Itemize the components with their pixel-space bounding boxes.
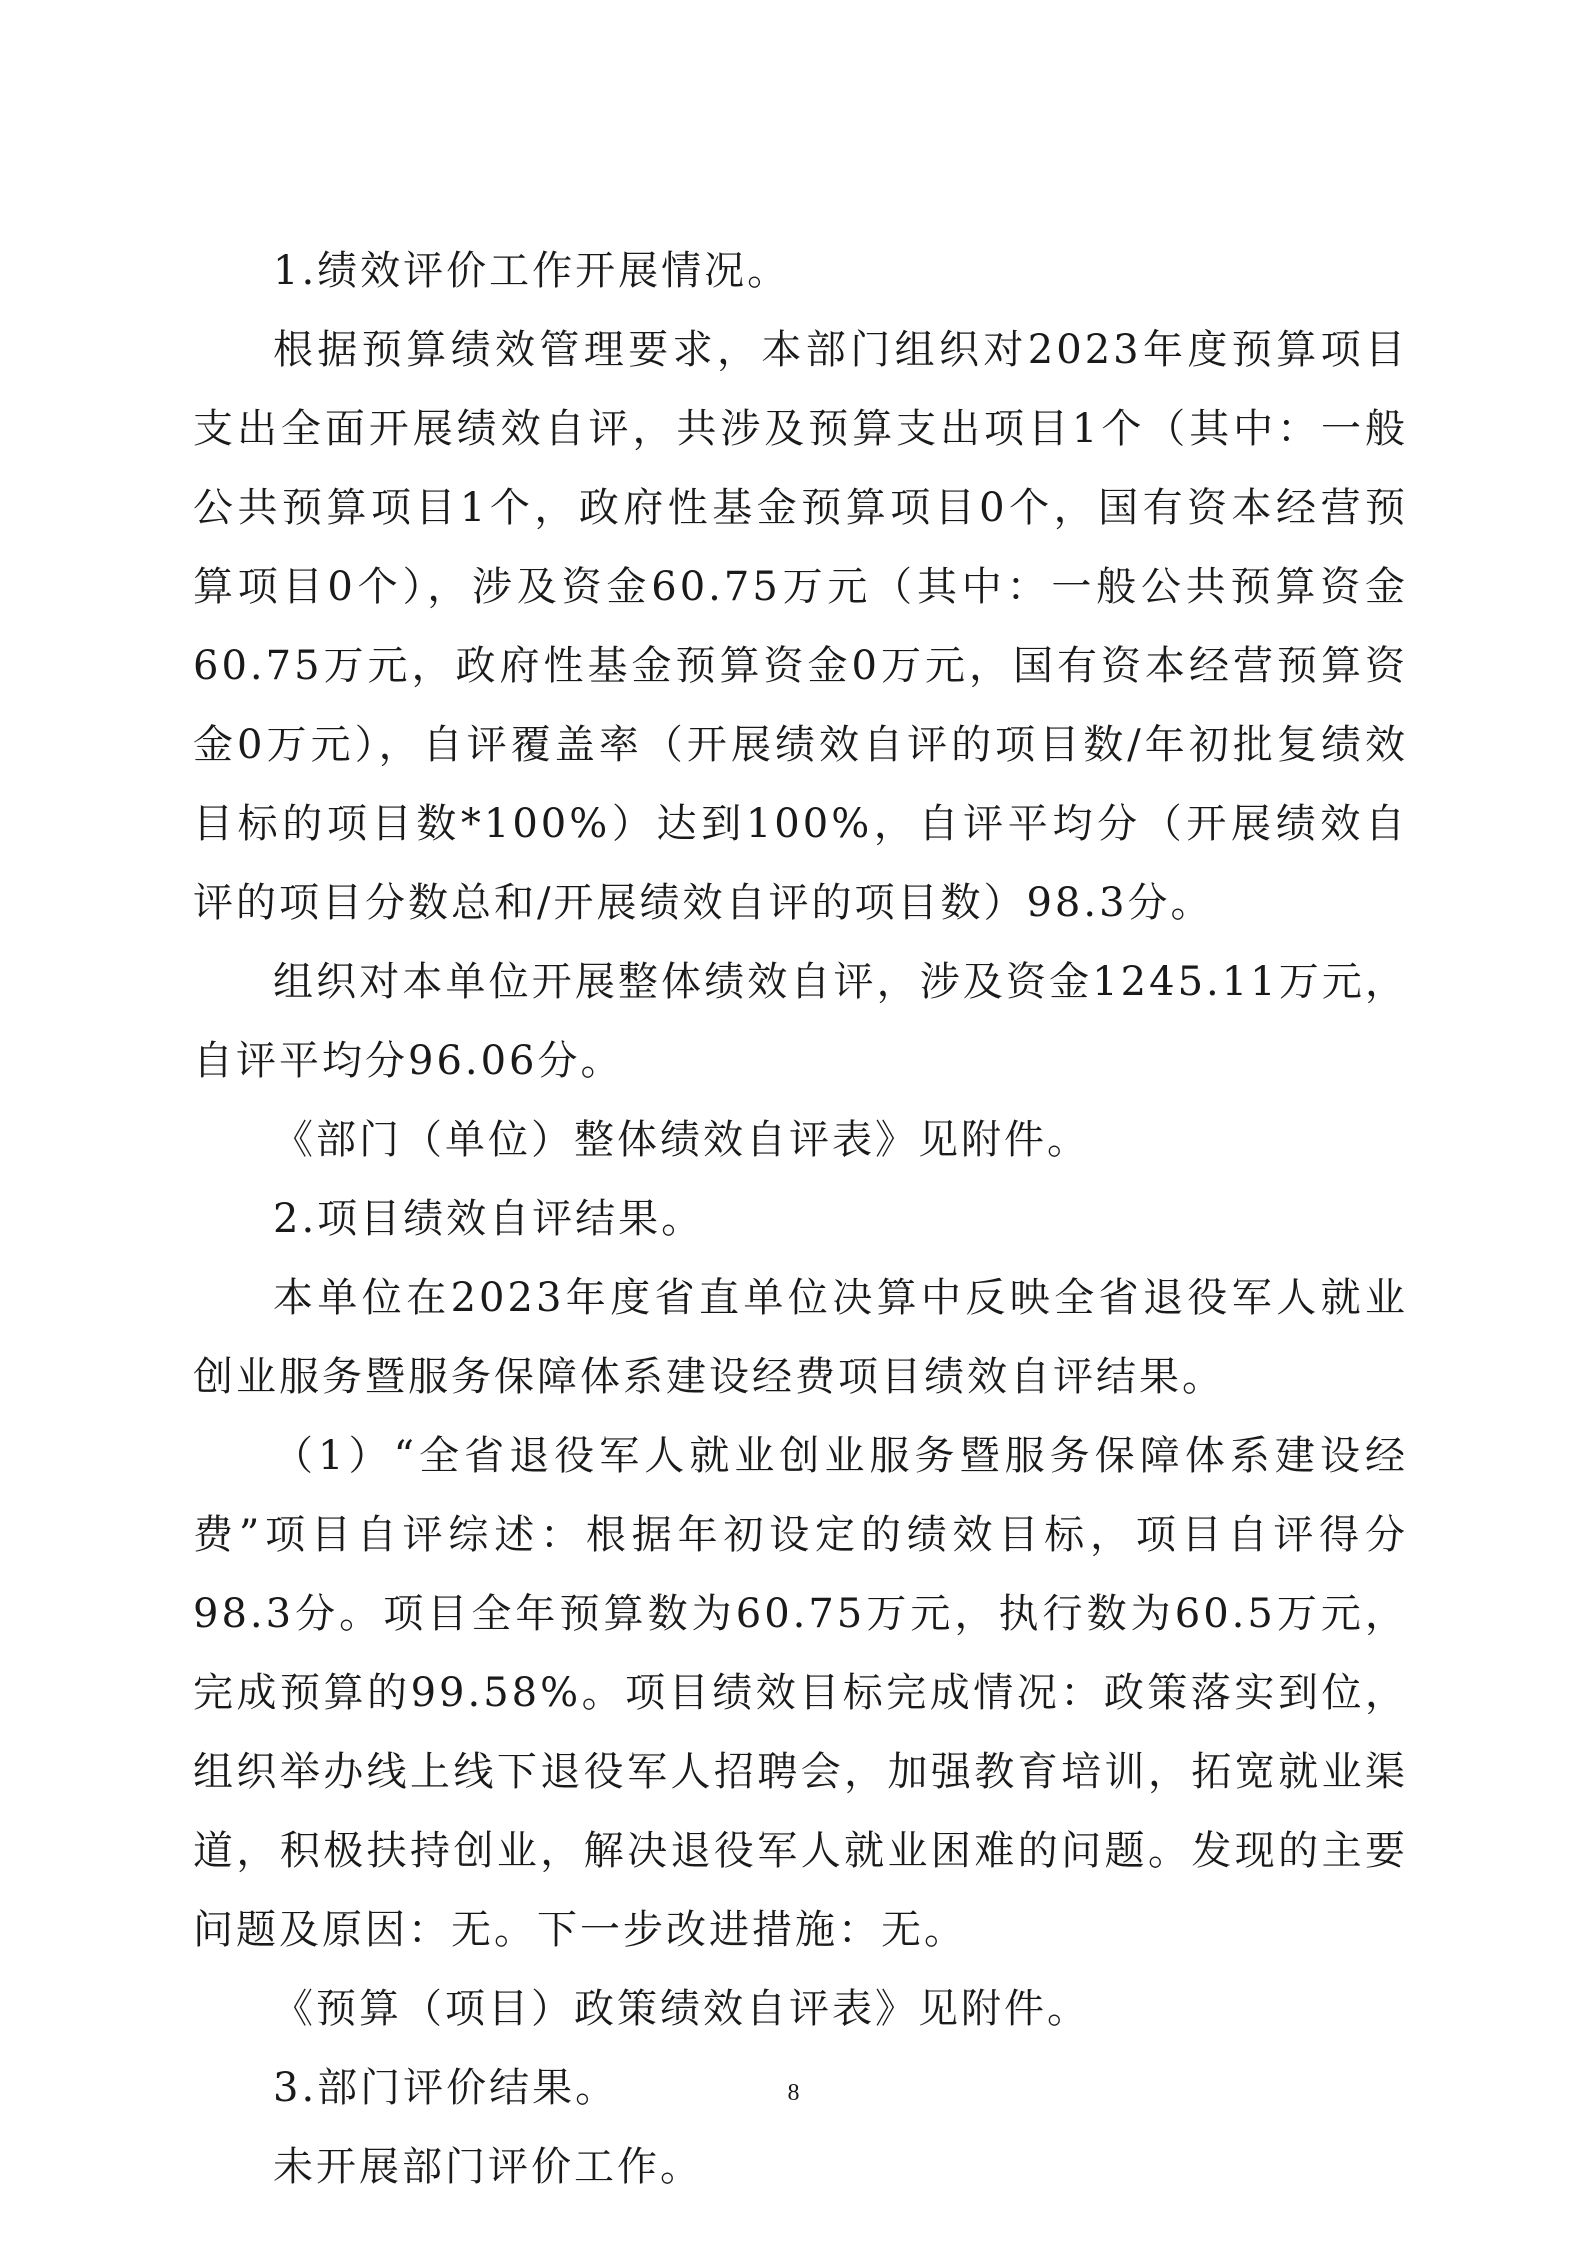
paragraph-attachment-note-1: 《部门（单位）整体绩效自评表》见附件。 — [273, 1117, 1090, 1163]
paragraph-attachment-note-2: 《预算（项目）政策绩效自评表》见附件。 — [273, 1986, 1090, 2032]
section-heading-2: 2.项目绩效自评结果。 — [273, 1196, 705, 1242]
paragraph-overall-evaluation: 组织对本单位开展整体绩效自评，涉及资金1245.11万元，自评平均分96.06分。 — [193, 959, 1408, 1084]
paragraph-project-results: 本单位在2023年度省直单位决算中反映全省退役军人就业创业服务暨服务保障体系建设经费项目绩效自评结果。 — [193, 1275, 1408, 1400]
page-number: 8 — [787, 2080, 800, 2106]
section-heading-3: 3.部门评价结果。 — [273, 2065, 619, 2111]
paragraph-self-evaluation-summary: 根据预算绩效管理要求，本部门组织对2023年度预算项目支出全面开展绩效自评，共涉及预算支出项目1个（其中：一般公共预算项目1个，政府性基金预算项目0个，国有资本经营预算项目0个），涉及资金60.75万元（其中：一般公共预算资金60.75万元，政府性基金预算资金0万元，国有资本经营预算资金0万元），自评覆盖率（开展绩效自评的项目数/年初批复绩效目标的项目数*100%）达到100%，自评平均分（开展绩效自评的项目分数总和/开展绩效自评的项目数）98.3分。 — [193, 327, 1408, 926]
paragraph-department-evaluation: 未开展部门评价工作。 — [273, 2144, 703, 2190]
paragraph-project-summary: （1）“全省退役军人就业创业服务暨服务保障体系建设经费”项目自评综述：根据年初设定的绩效目标，项目自评得分98.3分。项目全年预算数为60.75万元，执行数为60.5万元，完成预算的99.58%。项目绩效目标完成情况：政策落实到位，组织举办线上线下退役军人招聘会，加强教育培训，拓宽就业渠道，积极扶持创业，解决退役军人就业困难的问题。发现的主要问题及原因：无。下一步改进措施：无。 — [193, 1433, 1408, 1953]
section-heading-1: 1.绩效评价工作开展情况。 — [273, 248, 791, 294]
document-body — [193, 232, 1408, 2207]
